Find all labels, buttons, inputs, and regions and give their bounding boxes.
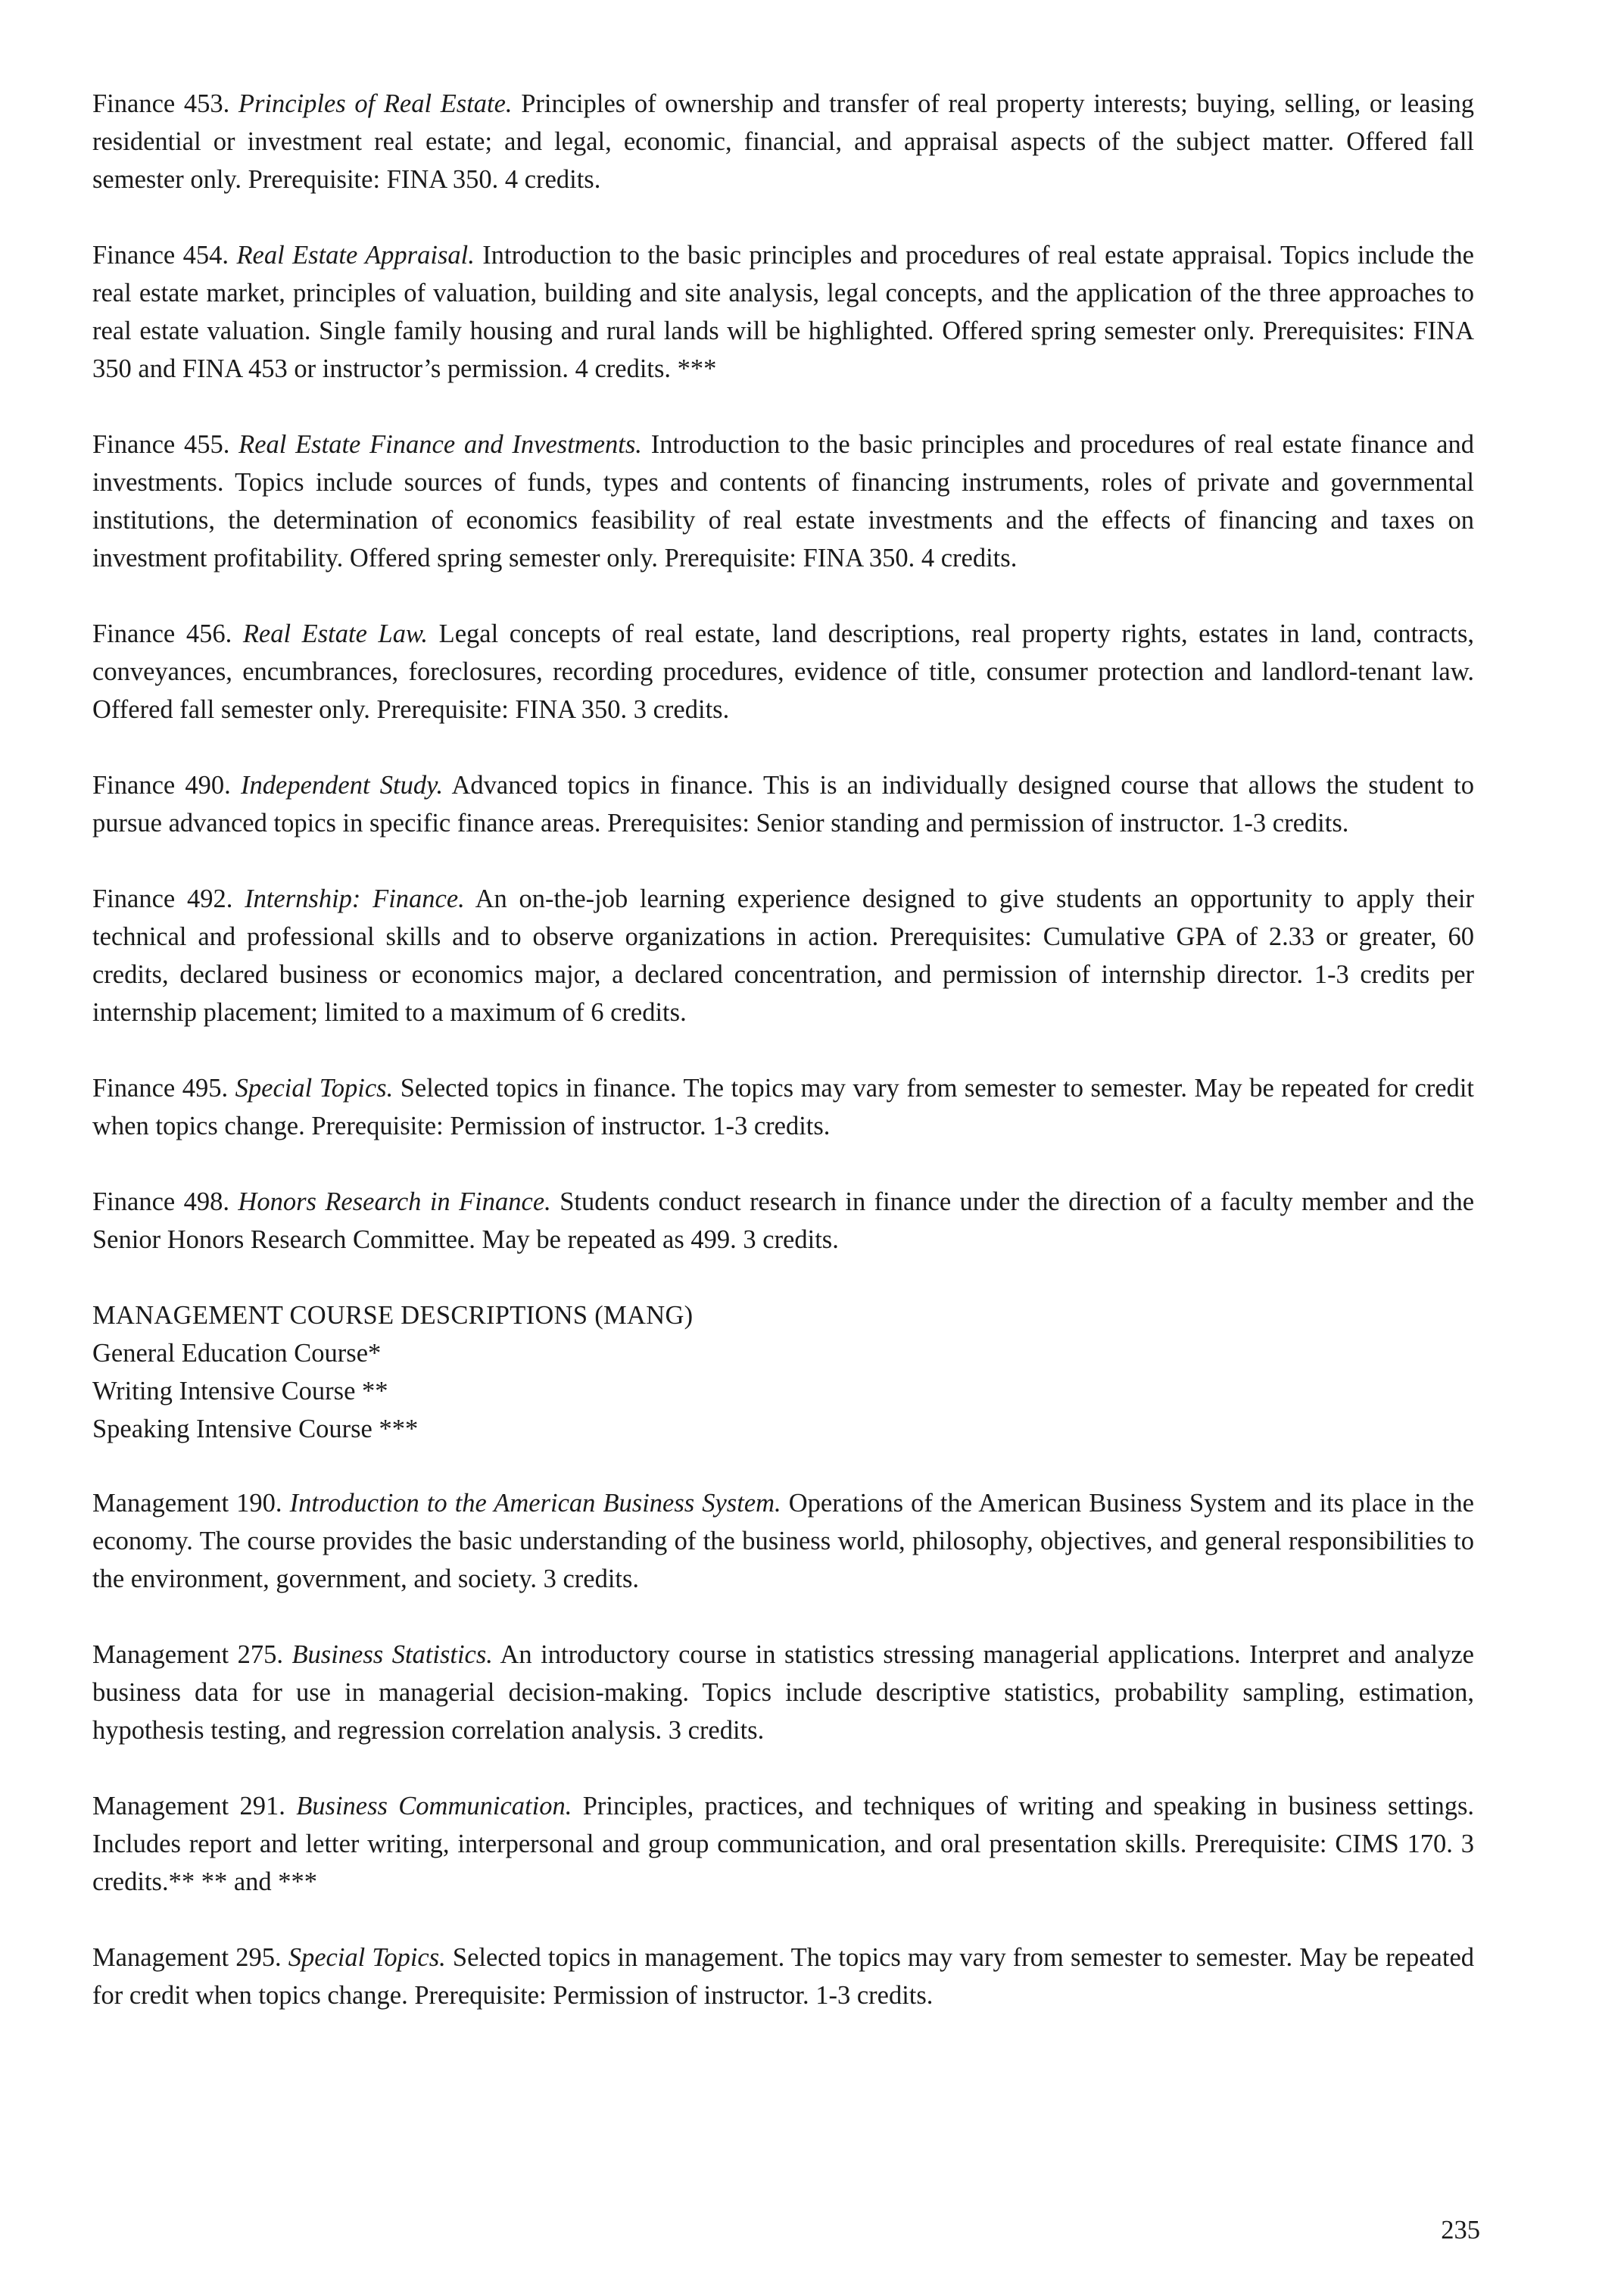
course-code: Finance 453. [92,89,230,118]
course-title: Honors Research in Finance. [238,1187,551,1216]
catalog-page [92,85,1474,2052]
course-title: Real Estate Finance and Investments. [238,430,642,459]
management-section-header [92,1296,1474,1448]
course-title: Internship: Finance. [245,884,465,913]
course-description: Selected topics in finance. The topics may vary from semester to semester. May be repeated for credit when topics change. Prerequisite: Permission of instructor. 1-3 credits. [92,1074,1474,1140]
course-finance-495 [92,1069,1474,1145]
course-code: Finance 455. [92,430,230,459]
course-finance-455 [92,426,1474,577]
course-title: Real Estate Appraisal. [236,241,475,270]
course-code: Finance 454. [92,241,229,270]
course-finance-456 [92,615,1474,728]
course-description: An introductory course in statistics stressing managerial applications. Interpret and analyze business data for use in managerial decision-making. Topics include descriptive statistics, probability sampling, estimation, hypothesis testing, and regression correlation analysis. 3 credits. [92,1640,1474,1745]
course-finance-490 [92,766,1474,842]
course-description: Students conduct research in finance under the direction of a faculty member and the Senior Honors Research Committee. May be repeated as 499. 3 credits. [92,1187,1475,1254]
course-code: Finance 495. [92,1074,229,1103]
course-description: Principles, practices, and techniques of writing and speaking in business settings. Includes report and letter writing, interpersonal and group communication, and oral presentation skills. Prerequisite: CIMS 170. 3 credits.** ** and *** [92,1792,1475,1896]
course-code: Management 295. [92,1943,282,1972]
course-code: Finance 498. [92,1187,229,1216]
course-title: Real Estate Law. [242,619,429,648]
legend-speaking-intensive: Speaking Intensive Course *** [92,1415,419,1443]
course-management-275 [92,1636,1474,1749]
course-title: Special Topics. [235,1074,394,1103]
page-number: 235 [1441,2216,1480,2245]
course-description: Selected topics in management. The topics may vary from semester to semester. May be repeated for credit when topics change. Prerequisite: Permission of instructor. 1-3 credits. [92,1943,1475,2010]
course-code: Finance 492. [92,884,233,913]
course-title: Business Communication. [296,1792,572,1820]
course-description: Introduction to the basic principles and procedures of real estate appraisal. Topics include the real estate market, principles of valuation, building and site analysis, legal concepts, and the application of the three approaches to real estate valuation. Single family housing and rural lands will be highlighted. Offered spring semester only. Prerequisites: FINA 350 and FINA 453 or instructor’s permission. 4 credits. *** [92,241,1474,383]
course-title: Principles of Real Estate. [238,89,513,118]
course-code: Management 275. [92,1640,283,1669]
course-code: Finance 456. [92,619,232,648]
course-management-291 [92,1787,1474,1901]
course-description: Principles of ownership and transfer of real property interests; buying, selling, or leasing residential or investment real estate; and legal, economic, financial, and appraisal aspects of the subject matter. Offered fall semester only. Prerequisite: FINA 350. 4 credits. [92,89,1475,194]
course-management-295 [92,1939,1474,2014]
course-finance-454 [92,236,1474,388]
course-description: An on-the-job learning experience designed to give students an opportunity to apply their technical and professional skills and to observe organizations in action. Prerequisites: Cumulative GPA of 2.33 or greater, 60 credits, declared business or economics major, a declared concentration, and permission of internship director. 1-3 credits per internship placement; limited to a maximum of 6 credits. [92,884,1475,1027]
course-description: Advanced topics in finance. This is an individually designed course that allows the student to pursue advanced topics in specific finance areas. Prerequisites: Senior standing and permission of instructor. 1-3 credits. [92,771,1474,838]
course-management-190 [92,1484,1474,1598]
course-code: Management 291. [92,1792,285,1820]
legend-general-education: General Education Course* [92,1339,382,1368]
course-description: Operations of the American Business System and its place in the economy. The course provides the basic understanding of the business world, philosophy, objectives, and general responsibilities to the environment, government, and society. 3 credits. [92,1489,1474,1593]
course-finance-492 [92,880,1474,1031]
course-finance-498 [92,1183,1474,1259]
course-code: Management 190. [92,1489,282,1518]
legend-writing-intensive: Writing Intensive Course ** [92,1377,388,1405]
section-heading: MANAGEMENT COURSE DESCRIPTIONS (MANG) [92,1301,694,1330]
course-finance-453 [92,85,1474,198]
course-title: Introduction to the American Business System. [289,1489,781,1518]
course-title: Independent Study. [241,771,444,800]
course-description: Legal concepts of real estate, land descriptions, real property rights, estates in land, contracts, conveyances, encumbrances, foreclosures, recording procedures, evidence of title, consumer protection and landlord-tenant law. Offered fall semester only. Prerequisite: FINA 350. 3 credits. [92,619,1474,724]
course-title: Business Statistics. [291,1640,493,1669]
course-code: Finance 490. [92,771,231,800]
course-title: Special Topics. [288,1943,446,1972]
course-description: Introduction to the basic principles and procedures of real estate finance and investments. Topics include sources of funds, types and contents of financing instruments, roles of private and governmental institutions, the determination of economics feasibility of real estate investments and the effects of financing and taxes on investment profitability. Offered spring semester only. Prerequisite: FINA 350. 4 credits. [92,430,1475,572]
